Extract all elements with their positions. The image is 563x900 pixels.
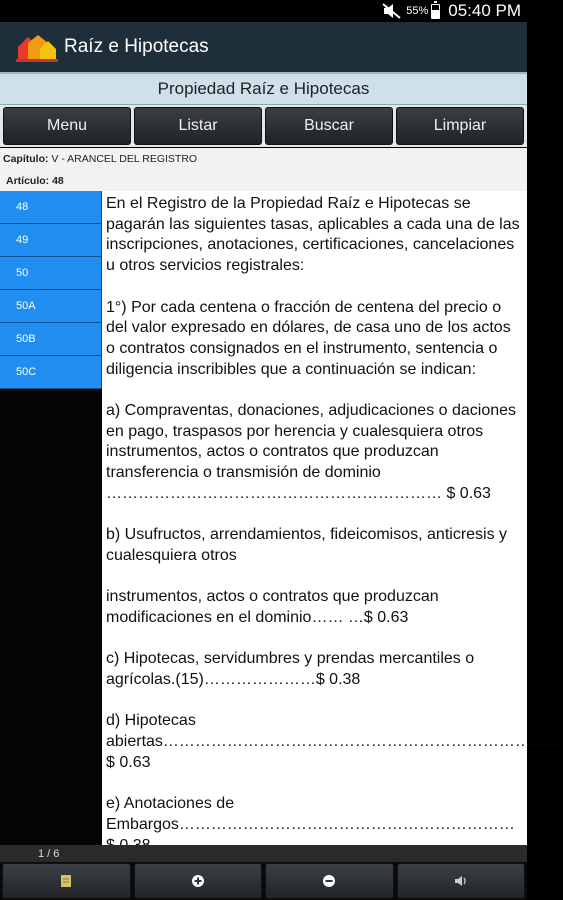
article-paragraph: e) Anotaciones de Embargos……………………………………………………… — [106, 795, 515, 833]
battery-icon — [431, 4, 440, 19]
section-title: Propiedad Raíz e Hipotecas — [0, 72, 527, 105]
speaker-icon — [454, 874, 468, 888]
page-counter: 1 / 6 — [0, 845, 527, 862]
article-value: 48 — [52, 174, 64, 187]
article-paragraph: b) Usufructos, arrendamientos, fideicomisos, anticresis y cualesquiera otros — [106, 526, 508, 564]
zoom-in-button[interactable] — [134, 863, 263, 899]
chapter-row — [0, 148, 527, 170]
menu-button[interactable]: Menu — [3, 107, 131, 145]
chapter-label: Capítulo: — [3, 153, 49, 165]
article-paragraph: a) Compraventas, donaciones, adjudicaciones o daciones en pago, traspasos por herencia y cualesquiera otros instrumentos, actos o contratos que produzcan transferencia o transmisión de dominio ……………………………………………………… $ 0.63 — [106, 402, 517, 502]
article-text[interactable] — [102, 191, 563, 845]
article-paragraph: 1°) Por cada centena o fracción de centena del precio o del valor expresado en dólares, de casa uno de los actos o contratos consignados en el instrumento, sentencia o diligencia inscribibles que a continuación se indican: — [106, 298, 511, 378]
article-list-item[interactable]: 48 — [0, 191, 102, 224]
app-logo-icon — [14, 31, 58, 63]
article-list-item[interactable]: 50C — [0, 356, 102, 389]
listar-button[interactable]: Listar — [134, 107, 262, 145]
article-label: Artículo: — [6, 174, 50, 187]
zoom-out-button[interactable] — [265, 863, 394, 899]
article-list-item[interactable]: 49 — [0, 224, 102, 257]
speak-button[interactable] — [397, 863, 526, 899]
notes-button[interactable] — [2, 863, 131, 899]
article-paragraph: d) Hipotecas abiertas…………………………………………………………………$ 0.63 — [106, 712, 563, 771]
article-list-item[interactable]: 50A — [0, 290, 102, 323]
buscar-button[interactable]: Buscar — [265, 107, 393, 145]
clock: 05:40 PM — [448, 1, 521, 20]
article-list-item[interactable]: 50 — [0, 257, 102, 290]
article-row — [0, 170, 527, 191]
status-bar — [0, 0, 527, 22]
action-bar — [0, 22, 527, 72]
mute-icon — [382, 3, 402, 19]
bottom-toolbar — [0, 862, 527, 900]
article-list — [0, 191, 102, 845]
minus-icon — [322, 874, 336, 888]
battery-percent: 55% — [406, 5, 429, 17]
limpiar-button[interactable]: Limpiar — [396, 107, 524, 145]
article-paragraph: c) Hipotecas, servidumbres y prendas mercantiles o agrícolas.(15)…………………$ 0.38 — [106, 650, 475, 689]
note-icon — [59, 874, 73, 888]
chapter-value: V - ARANCEL DEL REGISTRO — [51, 153, 198, 165]
toolbar — [0, 105, 527, 147]
article-list-item[interactable]: 50B — [0, 323, 102, 356]
article-paragraph: En el Registro de la Propiedad Raíz e Hipotecas se pagarán las siguientes tasas, aplicables a cada una de las inscripciones, anotaciones, certificaciones, cancelaciones u otros servicios registrales: — [106, 195, 520, 275]
article-paragraph: instrumentos, actos o contratos que produzcan modificaciones en el dominio…… …$ 0.63 — [106, 588, 439, 626]
app-title: Raíz e Hipotecas — [64, 36, 209, 57]
plus-icon — [191, 874, 205, 888]
